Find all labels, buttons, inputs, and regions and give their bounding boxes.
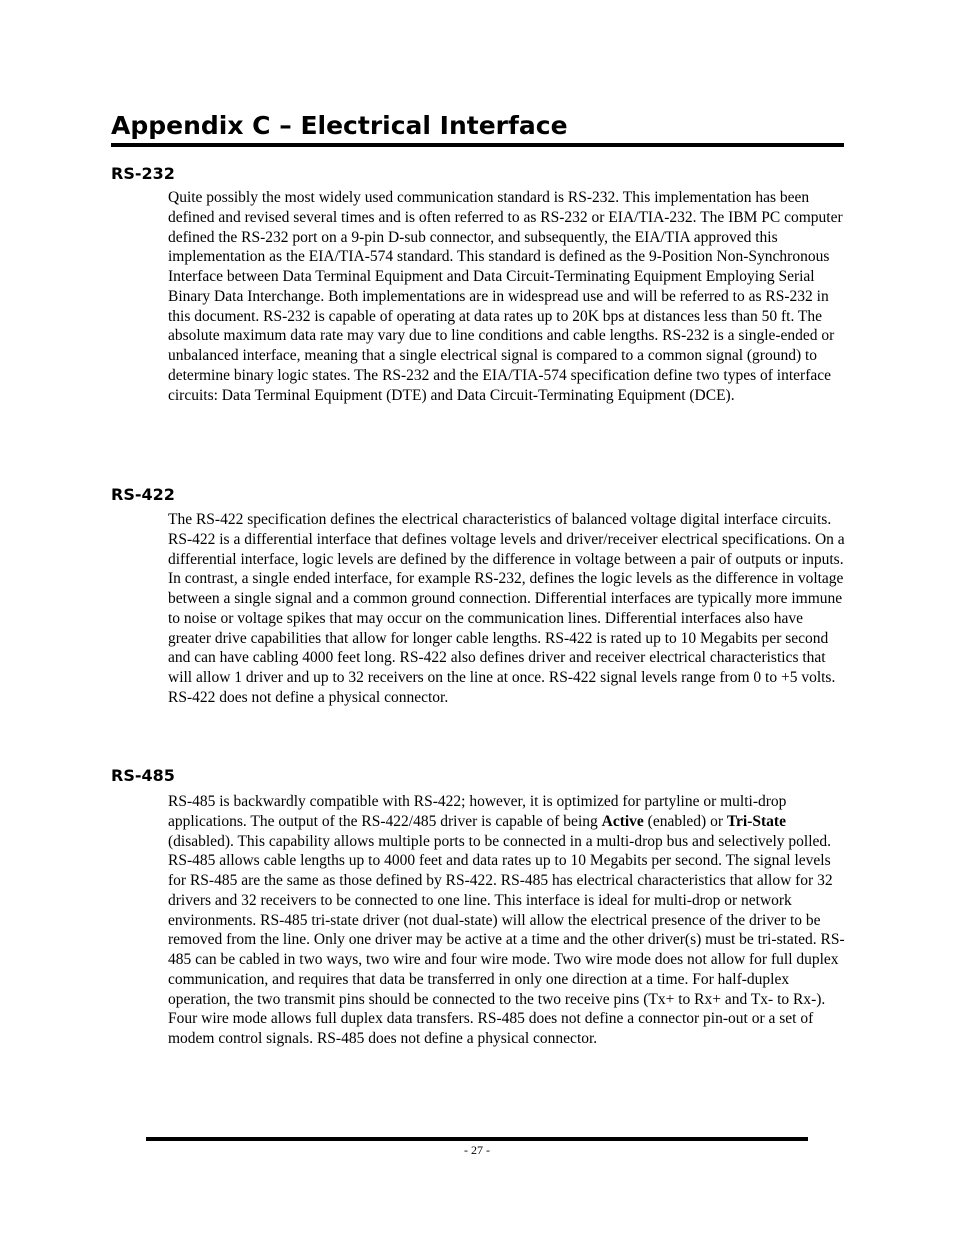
rs485-text-part-2: (enabled) or — [643, 812, 727, 830]
page-title: Appendix C – Electrical Interface — [111, 111, 568, 140]
tri-state-term: Tri-State — [726, 812, 786, 830]
rs485-text-part-1: RS-485 is backwardly compatible with RS-422; however, it is optimized for partyline or multi-drop applications. The output of the RS-422/485 driver is capable of being — [168, 793, 787, 830]
section-heading-rs422: RS-422 — [111, 485, 175, 504]
section-heading-rs485: RS-485 — [111, 766, 175, 785]
active-term: Active — [601, 812, 644, 830]
footer-rule — [146, 1137, 808, 1141]
section-body-rs232: Quite possibly the most widely used communication standard is RS-232. This implementation has been defined and revised several times and is often referred to as RS-232 or EIA/TIA-232. The IBM PC computer defined the RS-232 port on a 9-pin D-sub connector, and subsequently, the EIA/TIA approved this implementation as the EIA/TIA-574 standard. This standard is defined as the 9-Position Non-Synchronous Interface between Data Terminal Equipment and Data Circuit-Terminating Equipment Employing Serial Binary Data Interchange. Both implementations are in widespread use and will be referred to as RS-232 in this document. RS-232 is capable of operating at data rates up to 20K bps at distances less than 50 ft. The absolute maximum data rate may vary due to line conditions and cable lengths. RS-232 is a single-ended or unbalanced interface, meaning that a single electrical signal is compared to a common signal (ground) to determine binary logic states. The RS-232 and the EIA/TIA-574 specification define two types of interface circuits: Data Terminal Equipment (DTE) and Data Circuit-Terminating Equipment (DCE). — [168, 189, 843, 404]
title-underline — [111, 143, 844, 147]
rs485-text-part-3: (disabled). This capability allows multiple ports to be connected in a multi-drop bus and selectively polled. RS-485 allows cable lengths up to 4000 feet and data rates up to 10 Megabits per second. The signal levels for RS-485 are the same as those defined by RS-422. RS-485 has electrical characteristics that allow for 32 drivers and 32 receivers to be connected to one line. This interface is ideal for multi-drop or network environments. RS-485 tri-state driver (not dual-state) will allow the electrical presence of the driver to be removed from the line. Only one driver may be active at a time and the other driver(s) must be tri-stated. RS-485 can be cabled in two ways, two wire and four wire mode. Two wire mode does not allow for full duplex communication, and requires that data be transferred in only one direction at a time. For half-duplex operation, the two transmit pins should be connected to the two receive pins (Tx+ to Rx+ and Tx- to Rx-). Four wire mode allows full duplex data transfers. RS-485 does not define a connector pin-out or a set of modem control signals. RS-485 does not define a physical connector. — [168, 832, 845, 1047]
section-heading-rs232: RS-232 — [111, 164, 175, 183]
page-number: - 27 - — [464, 1143, 490, 1157]
section-body-rs422: The RS-422 specification defines the electrical characteristics of balanced voltage digital interface circuits. RS-422 is a differential interface that defines voltage levels and driver/receiver electrical specifications. On a differential interface, logic levels are defined by the difference in voltage between a pair of outputs or inputs. In contrast, a single ended interface, for example RS-232, defines the logic levels as the difference in voltage between a single signal and a common ground connection. Differential interfaces are typically more immune to noise or voltage spikes that may occur on the communication lines. Differential interfaces also have greater drive capabilities that allow for longer cable lengths. RS-422 is rated up to 10 Megabits per second and can have cabling 4000 feet long. RS-422 also defines driver and receiver electrical characteristics that will allow 1 driver and up to 32 receivers on the line at once. RS-422 signal levels range from 0 to +5 volts. RS-422 does not define a physical connector. — [168, 511, 845, 706]
section-body-rs485 — [168, 792, 846, 1049]
